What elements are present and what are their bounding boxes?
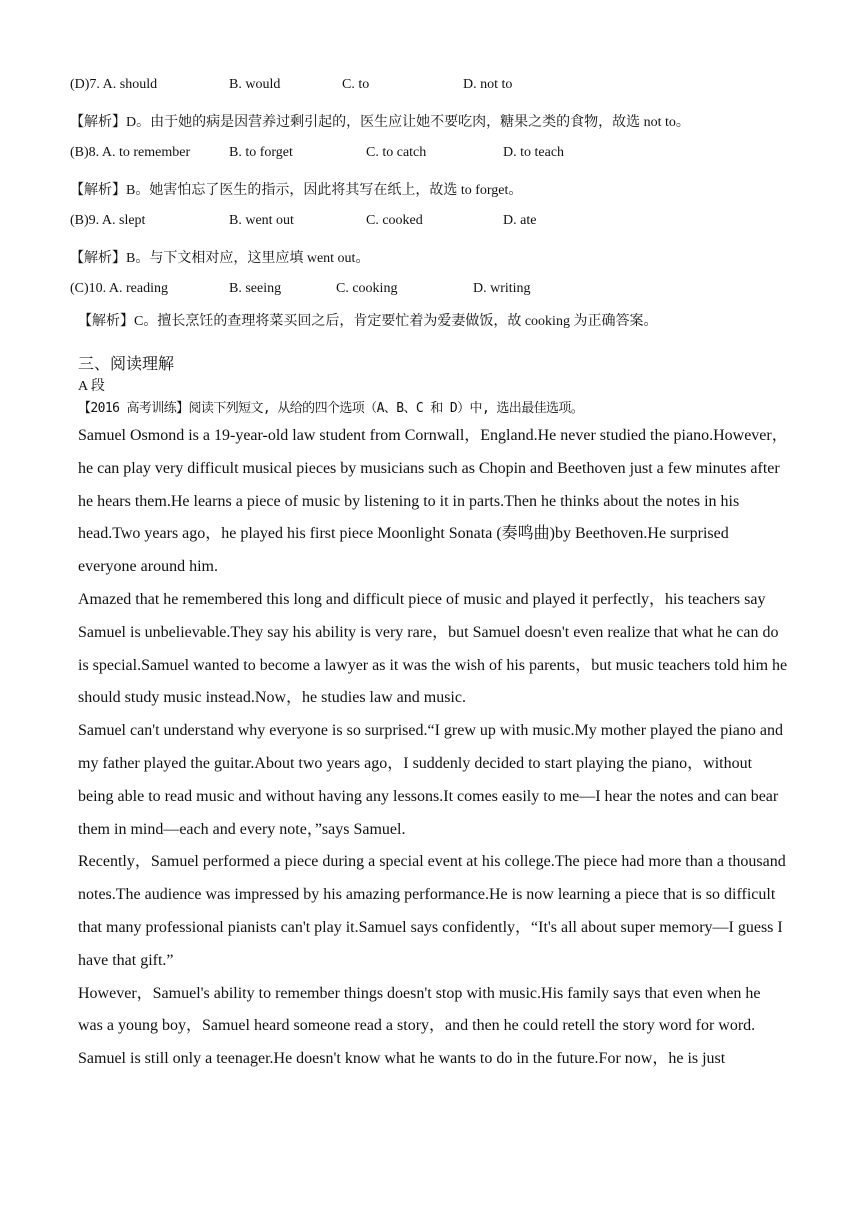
question-9-explanation: 【解析】B。与下文相对应，这里应填 went out。: [70, 251, 370, 266]
passage-paragraph-2: Amazed that he remembered this long and difficult piece of music and played it perfectly，his teachers say Samuel is unbelievable.They say his ability is very rare，but Samuel doesn't even realize that what he can do is special.Samuel wanted to become a lawyer as it was the wish of his parents，but music teachers told him he should study music instead.Now，he studies law and music.: [78, 590, 788, 707]
passage-paragraph-3: Samuel can't understand why everyone is so surprised.“I grew up with music.My mother played the piano and my father played the guitar.About two years ago，I suddenly decided to start playing the piano，without being able to read music and without having any lessons.It comes easily to me—I hear the notes and can bear them in mind—each and every note，”says Samuel.: [78, 722, 783, 838]
section-part: A 段: [78, 379, 105, 394]
question-9-option-b: B. went out: [229, 213, 294, 228]
question-8-option-b: B. to forget: [229, 145, 293, 160]
question-7-option-a: (D)7. A. should: [70, 77, 158, 92]
question-8-option-a: (B)8. A. to remember: [70, 145, 191, 160]
question-9-option-d: D. ate: [503, 213, 537, 228]
passage-paragraph-1: Samuel Osmond is a 19-year-old law student from Cornwall，England.He never studied the piano.However，he can play very difficult musical pieces by musicians such as Chopin and Beethoven just a few minutes after he hears them.He learns a piece of music by listening to it in parts.Then he thinks about the notes in his head.Two years ago，he played his first piece Moonlight Sonata (奏鸣曲)by Beethoven.He surprised everyone around him.: [78, 427, 788, 576]
question-10-option-b: B. seeing: [229, 281, 282, 296]
question-10-explanation: 【解析】C。擅长烹饪的查理将菜买回之后，肯定要忙着为爱妻做饭，故 cooking 为正确答案。: [78, 314, 658, 329]
question-7-option-c: C. to: [342, 77, 370, 92]
question-8-explanation: 【解析】B。她害怕忘了医生的指示，因此将其写在纸上，故选 to forget。: [70, 183, 523, 198]
question-9-option-c: C. cooked: [366, 213, 423, 228]
passage-paragraph-4: Recently，Samuel performed a piece during a special event at his college.The piece had more than a thousand notes.The audience was impressed by his amazing performance.He is now learning a piece that is so difficult that many professional pianists can't play it.Samuel says confidently，“It's all about super memory—I guess I have that gift.”: [78, 853, 786, 969]
question-10-option-d: D. writing: [473, 281, 531, 296]
question-10-option-c: C. cooking: [336, 281, 398, 296]
question-7-option-d: D. not to: [463, 77, 513, 92]
section-instruction: 【2016 高考训练】阅读下列短文, 从给的四个选项（A、B、C 和 D）中, 选出最佳选项。: [78, 401, 584, 416]
question-9-option-a: (B)9. A. slept: [70, 213, 146, 228]
section-title: 三、阅读理解: [78, 356, 175, 373]
question-7-explanation: 【解析】D。由于她的病是因营养过剩引起的，医生应让她不要吃肉，糖果之类的食物，故选 not to。: [70, 115, 690, 130]
passage-paragraph-5: However，Samuel's ability to remember things doesn't stop with music.His family says that even when he was a young boy，Samuel heard someone read a story，and then he could retell the story word for word.: [78, 984, 761, 1035]
passage-paragraph-6: Samuel is still only a teenager.He doesn't know what he wants to do in the future.For now，he is just: [78, 1050, 726, 1068]
question-10-option-a: (C)10. A. reading: [70, 281, 168, 296]
question-8-option-c: C. to catch: [366, 145, 427, 160]
question-7-option-b: B. would: [229, 77, 281, 92]
reading-passage: [78, 420, 788, 1076]
question-8-option-d: D. to teach: [503, 145, 565, 160]
